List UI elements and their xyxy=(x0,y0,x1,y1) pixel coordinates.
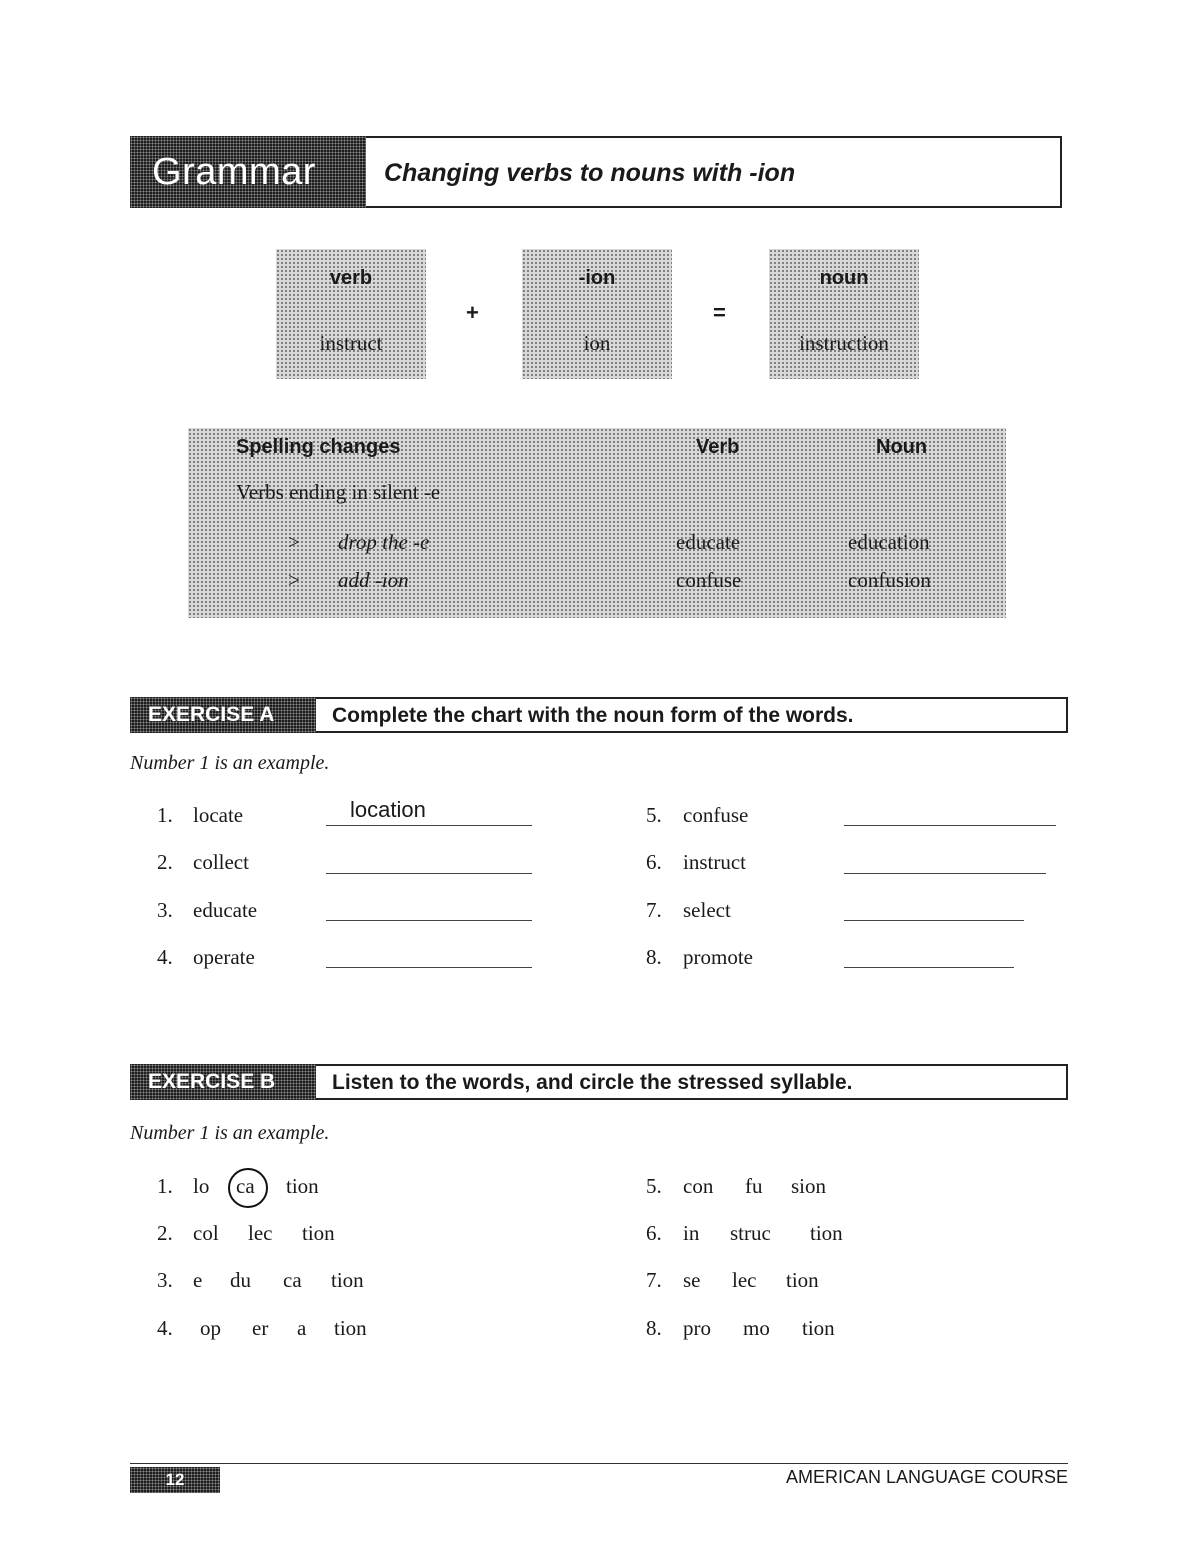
exercise-b-title-box xyxy=(316,1064,1068,1100)
formula-noun-box xyxy=(769,249,919,379)
syllable[interactable]: tion xyxy=(786,1268,819,1292)
exercise-a-item-word: operate xyxy=(193,945,255,969)
syllable[interactable]: tion xyxy=(302,1221,335,1245)
syllable[interactable]: con xyxy=(683,1174,714,1198)
formula-verb-head: verb xyxy=(329,267,373,289)
exercise-a-item-word: instruct xyxy=(683,850,746,874)
exercise-a-answer-blank[interactable] xyxy=(844,825,1056,826)
syllable[interactable]: tion xyxy=(334,1316,367,1340)
exercise-a-item-number: 4. xyxy=(157,945,173,969)
formula-noun-word: instruction xyxy=(799,331,889,355)
exercise-a-item-number: 6. xyxy=(646,850,662,874)
exercise-a-answer-blank[interactable] xyxy=(326,873,532,874)
syllable[interactable]: op xyxy=(200,1316,221,1340)
grammar-label: Grammar xyxy=(130,136,366,208)
spelling-row-noun: education xyxy=(848,530,930,554)
exercise-b-item-number: 1. xyxy=(157,1174,173,1198)
exercise-b-item-number: 5. xyxy=(646,1174,662,1198)
exercise-a-answer-blank[interactable] xyxy=(844,967,1014,968)
spelling-row-arrow: > xyxy=(288,568,300,592)
exercise-a-answer-blank[interactable] xyxy=(844,873,1046,874)
syllable[interactable]: ca xyxy=(283,1268,302,1292)
exercise-a-item-word: locate xyxy=(193,803,244,827)
syllable[interactable]: fu xyxy=(745,1174,763,1198)
exercise-b-item-number: 6. xyxy=(646,1221,662,1245)
exercise-a-header xyxy=(130,697,1068,733)
exercise-a-item-word: collect xyxy=(193,850,249,874)
exercise-a-item-word: confuse xyxy=(683,803,749,827)
exercise-a-item-number: 3. xyxy=(157,898,173,922)
exercise-a-item-number: 2. xyxy=(157,850,173,874)
grammar-title-box xyxy=(366,136,1062,208)
syllable[interactable]: tion xyxy=(286,1174,319,1198)
exercise-a-answer-blank[interactable] xyxy=(326,825,532,826)
syllable[interactable]: du xyxy=(230,1268,251,1292)
exercise-b-item-number: 8. xyxy=(646,1316,662,1340)
exercise-a-item-number: 1. xyxy=(157,803,173,827)
syllable[interactable]: sion xyxy=(791,1174,827,1198)
spelling-col-noun: Noun xyxy=(876,436,928,458)
formula-ion-head: -ion xyxy=(578,267,616,289)
spelling-changes-panel xyxy=(188,428,1006,618)
formula-plus: + xyxy=(466,300,479,325)
exercise-b-label: EXERCISE B xyxy=(130,1064,316,1100)
exercise-a-answer-blank[interactable] xyxy=(844,920,1024,921)
formula-noun-head: noun xyxy=(819,267,869,289)
syllable-circled[interactable]: ca xyxy=(236,1174,255,1198)
exercise-b-item-number: 3. xyxy=(157,1268,173,1292)
syllable[interactable]: tion xyxy=(810,1221,843,1245)
exercise-a-label: EXERCISE A xyxy=(130,697,316,733)
exercise-b-header xyxy=(130,1064,1068,1100)
exercise-a-answer-blank[interactable] xyxy=(326,920,532,921)
exercise-a-answer-blank[interactable] xyxy=(326,967,532,968)
syllable[interactable]: er xyxy=(252,1316,269,1340)
exercise-b-note: Number 1 is an example. xyxy=(130,1122,330,1144)
exercise-b-title: Listen to the words, and circle the stressed syllable. xyxy=(332,1071,853,1094)
syllable[interactable]: pro xyxy=(683,1316,711,1340)
exercise-a-item-number: 5. xyxy=(646,803,662,827)
formula-ion-word: ion xyxy=(583,331,611,355)
grammar-title: Changing verbs to nouns with -ion xyxy=(384,159,796,187)
syllable[interactable]: lec xyxy=(732,1268,757,1292)
syllable[interactable]: a xyxy=(297,1316,307,1340)
syllable[interactable]: mo xyxy=(743,1316,770,1340)
exercise-a-note: Number 1 is an example. xyxy=(130,752,330,774)
exercise-a-title-box xyxy=(316,697,1068,733)
syllable[interactable]: tion xyxy=(331,1268,364,1292)
spelling-row-noun: confusion xyxy=(848,568,931,592)
syllable[interactable]: tion xyxy=(802,1316,835,1340)
exercise-a-item-word: promote xyxy=(683,945,753,969)
footer-divider xyxy=(130,1463,1068,1464)
spelling-row-arrow: > xyxy=(288,530,300,554)
syllable[interactable]: struc xyxy=(730,1221,771,1245)
exercise-b-item-number: 7. xyxy=(646,1268,662,1292)
exercise-a-title: Complete the chart with the noun form of the words. xyxy=(332,704,854,727)
spelling-row-verb: confuse xyxy=(676,568,742,592)
syllable[interactable]: lec xyxy=(248,1221,273,1245)
syllable[interactable]: lo xyxy=(193,1174,210,1198)
exercise-b-item-number: 2. xyxy=(157,1221,173,1245)
syllable[interactable]: e xyxy=(193,1268,203,1292)
formula-verb-word: instruct xyxy=(319,331,383,355)
exercise-a-answer: location xyxy=(350,797,426,822)
exercise-b-item-number: 4. xyxy=(157,1316,173,1340)
spelling-col-changes: Spelling changes xyxy=(236,436,401,458)
page-number: 12 xyxy=(130,1467,220,1493)
exercise-a-item-word: select xyxy=(683,898,731,922)
spelling-row-change: drop the -e xyxy=(338,530,430,554)
spelling-row-change: add -ion xyxy=(338,568,409,592)
stress-circle xyxy=(228,1168,268,1208)
spelling-rule: Verbs ending in silent -e xyxy=(236,480,441,504)
grammar-header xyxy=(130,136,1062,208)
syllable[interactable]: se xyxy=(683,1268,701,1292)
formula-ion-box xyxy=(522,249,672,379)
exercise-a-item-number: 7. xyxy=(646,898,662,922)
syllable[interactable]: in xyxy=(683,1221,700,1245)
formula-equals: = xyxy=(713,300,726,325)
syllable[interactable]: col xyxy=(193,1221,219,1245)
spelling-col-verb: Verb xyxy=(696,436,740,458)
exercise-a-item-word: educate xyxy=(193,898,258,922)
formula-verb-box xyxy=(276,249,426,379)
footer-course-name: AMERICAN LANGUAGE COURSE xyxy=(785,1467,1068,1487)
spelling-row-verb: educate xyxy=(676,530,741,554)
exercise-a-item-number: 8. xyxy=(646,945,662,969)
